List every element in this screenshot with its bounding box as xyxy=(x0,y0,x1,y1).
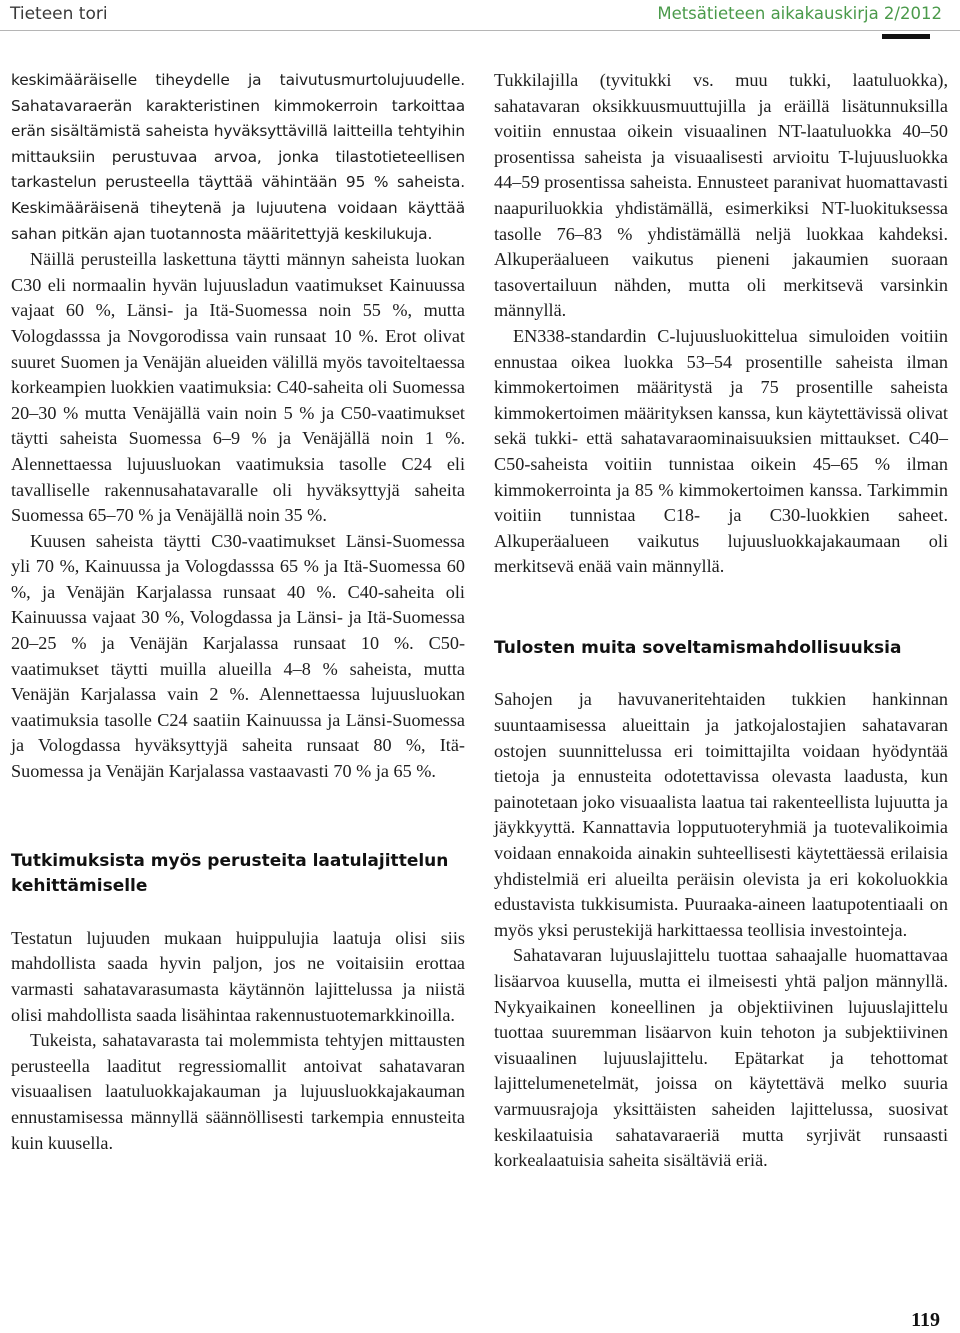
paragraph: Sahojen ja havuvaneritehtaiden tukkien hankinnan suuntaamisessa alueittain ja jatkojalostajien sahatavaran ostojen suunnittelussa eri toimittajilta voidaan hyödyntää tietoja ja ennusteita odotettavissa olevasta laadusta, kun painotetaan joko visuaalista laatua tai rakenteellista lujuutta ja jäykkyyttä. Kannattavia lopputuoteryhmiä ja tuotevalikoimia voidaan ennakoida ainakin suhteellisesti käytettäessä erilaisia yhdistelmiä eri alueilta peräisin olevista ja eri kokoluokkia edustavista tukkisumista. Puuraaka-aineen laatupotentiaali on myös yksi perustekijä harkittaessa teollisia investointeja. xyxy=(494,689,948,940)
journal-title: Metsätieteen aikakauskirja 2/2012 xyxy=(657,4,942,23)
right-column xyxy=(494,68,948,1174)
heading-spacer xyxy=(11,900,465,926)
paragraph: Tukkilajilla (tyvitukki vs. muu tukki, laatuluokka), sahatavaran oksikkuusmuuttujilla ja eräillä lisätunnuksilla voitiin ennustaa oikein visuaalinen NT-laatuluokka 40–50 prosentissa saheista ja visuaalisesti arvioitu T-lujuusluokka 44–59 prosentissa saheista. Ennusteet paranivat huomattavasti naapuriluokkia yhdistämällä, esimerkiksi NT-luokituksessa tasolle 76–83 % yhdistämällä neljä luokkaa kahdeksi. Alkuperäalueen vaikutus pieneni jakaumien suoraan tasovertailuun nähden, mutta oli merkitsevä varsinkin männyllä. xyxy=(494,70,948,321)
paragraph: keskimääräiselle tiheydelle ja taivutusmurtolujuudelle. Sahatavaraerän karakteristinen kimmokerroin tarkoittaa erän sisältämistä saheista hyväksyttävillä laitteilla tehtyihin mittauksiin perustuvaa arvoa, jonka tilastotieteellisen tarkastelun perusteella täyttää vähintään 95 % saheista. Keskimääräisenä tiheytenä ja lujuutena voidaan käyttää sahan pitkän ajan tuotannosta määritettyjä keskilukuja. xyxy=(11,71,465,243)
left-column xyxy=(11,68,465,1156)
section-spacer xyxy=(11,785,465,849)
section-heading: Tulosten muita soveltamismahdollisuuksia xyxy=(494,637,902,658)
heading-spacer xyxy=(494,661,948,687)
header-divider xyxy=(0,30,960,31)
paragraph: Kuusen saheista täytti C30-vaatimukset Länsi-Suomessa yli 70 %, Kainuussa ja Vologdasssa 65 % ja Itä-Suomessa 60 %, ja Venäjän Karjalassa runsaat 40 %. C40-saheita oli Kainuussa vajaat 30 %, Vologdassa ja Länsi- ja Itä-Suomessa 20–25 % ja Venäjän Karjalassa runsaat 10 %. C50-vaatimukset täytti muilla alueilla 4–8 % saheista, mutta Venäjän Karjalassa vain 2 %. Alennettaessa lujuusluokan vaatimuksia tasolle C24 saatiin Kainuussa ja Länsi-Suomessa ja Vologdassa hyväksyttyjä saheita runsaat 80 %, Itä-Suomessa ja Venäjän Karjalassa vastaavasti 70 % ja 65 %. xyxy=(11,530,465,782)
paragraph: Näillä perusteilla laskettuna täytti männyn saheista luokan C30 eli normaalin hyvän lujuusladun vaatimukset Kainuussa vajaat 60 %, Länsi- ja Itä-Suomessa noin 55 %, mutta Vologdasssa ja Novgorodissa vain runsaat 10 %. Erot olivat suuret Suomen ja Venäjän alueiden välillä myös tavoiteltaessa korkeampien luokkien vaatimuksia: C40-saheita oli Suomessa 20–30 % mutta Venäjällä vain noin 5 % ja C50-vaatimukset täytti saheista Suomessa 6–9 % ja Venäjällä noin 1 %. Alennettaessa lujuusluokan vaatimuksia tasolle C24 eli tavalliselle rakennusahatavaralle oli hyväksyttyjä saheita Suomessa 65–70 % ja Venäjällä noin 35 %. xyxy=(11,249,465,526)
paragraph: Tukeista, sahatavarasta tai molemmista tehtyjen mittausten perusteella laaditut regressiomallit antoivat sahatavaran visuaalisen laatuluokkajakauman ja lujuusluokkajakauman ennustamisessa männyllä säännöllisesti tarkempia ennusteita kuin kuusella. xyxy=(11,1030,465,1153)
paragraph: Testatun lujuuden mukaan huippulujia laatuja olisi siis mahdollista saada hyvin paljon, jos ne voitaisiin erottaa varmasti sahatavarasumasta käytännön lajittelussa ja niistä olisi mahdollista saada lisähintaa rakennustuotemarkkinoilla. xyxy=(11,927,465,1025)
paragraph: EN338-standardin C-lujuusluokittelua simuloiden voitiin ennustaa oikea luokka 53–54 prosentille saheista ilman kimmokertoimen määritystä ja 75 prosentille saheista kimmokertoimen määrityksen kanssa, kun käytettävissä olivat sekä tukki- että sahatavaraominaisuuksien mittaukset. C40–C50-saheista voitiin tunnistaa oikein 45–65 % ilman kimmokerrointa ja 85 % kimmokertoimen kanssa. Tarkimmin voitiin tunnistaa C18- ja C30-luokkien saheet. Alkuperäalueen vaikutus lujuusluokkajakaumaan oli merkitsevä enää vain männyllä. xyxy=(494,325,948,577)
paragraph: Sahatavaran lujuuslajittelu tuottaa sahaajalle huomattavaa lisäarvoa kuusella, mutta ei ilmeisesti yhtä paljon männyllä. Nykyaikainen koneellinen ja objektiivinen lujuuslajittelu tuottaa suuremman lisäarvon kuin tehoton ja subjektiivinen visuaalinen lujuuslajittelu. Epätarkat ja tehottomat lajittelumenetelmät, joissa on käytettävä melko suuria varmuusrajoja yksittäisten saheiden lajittelussa, suosivat keskilaatuisia sahatavaraeriä mutta syrjivät runsaasti korkealaatuisia saheita sisältäviä eriä. xyxy=(494,945,948,1171)
page-number: 119 xyxy=(911,1309,940,1331)
header-accent-bar xyxy=(882,34,930,39)
section-heading: Tutkimuksista myös perusteita laatulajittelun kehittämiselle xyxy=(11,850,449,897)
section-label: Tieteen tori xyxy=(10,4,108,24)
section-spacer xyxy=(494,580,948,636)
